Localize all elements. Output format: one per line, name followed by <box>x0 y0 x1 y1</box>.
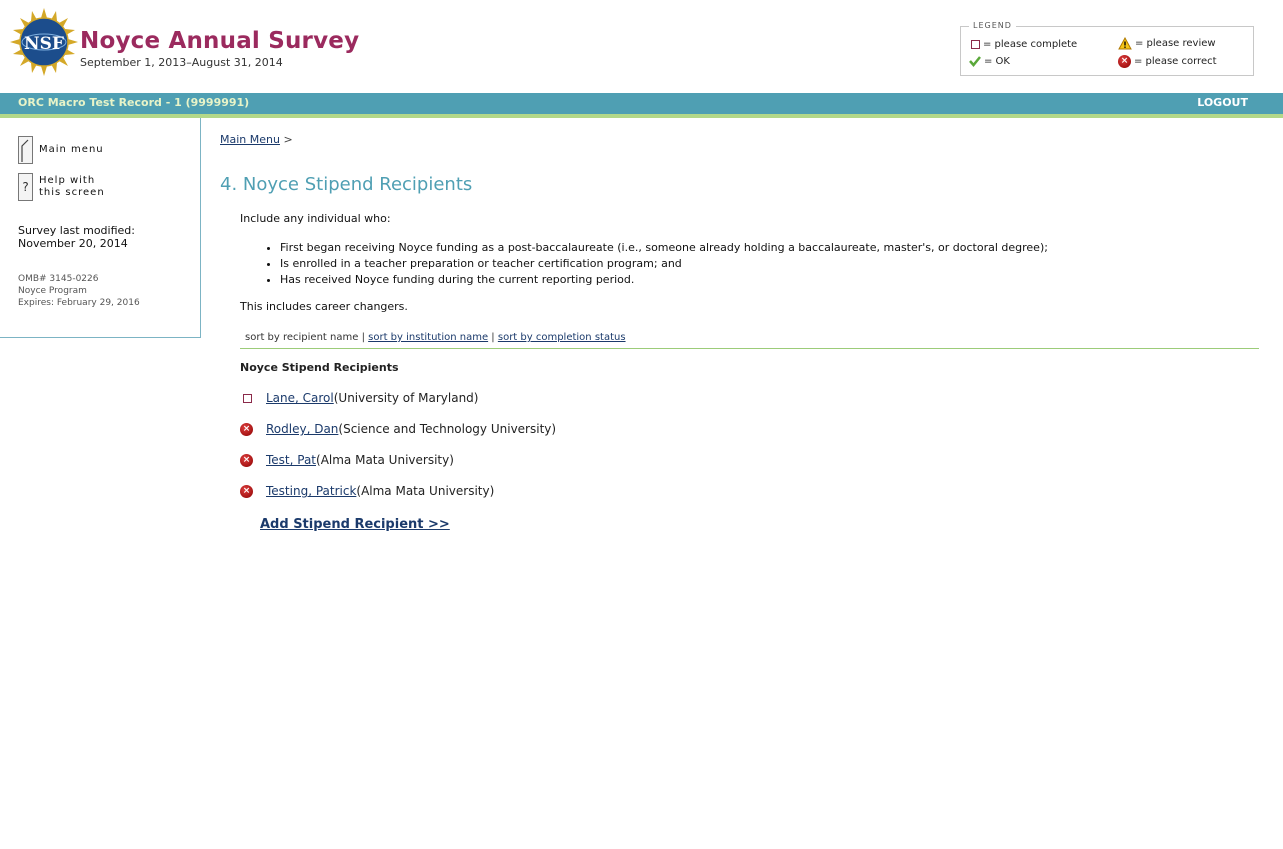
recipient-institution: (Science and Technology University) <box>338 422 557 436</box>
recipient-row <box>240 422 556 436</box>
sort-separator: | <box>491 332 495 343</box>
breadcrumb <box>220 133 293 146</box>
criteria-item: • Is enrolled in a teacher preparation or teacher certification program; and <box>280 256 1048 272</box>
status-cell <box>240 394 266 403</box>
legend-please-correct <box>1118 55 1217 68</box>
sort-by-institution-link[interactable]: sort by institution name <box>368 332 489 343</box>
breadcrumb-main-menu-link[interactable]: Main Menu <box>220 133 280 146</box>
status-cell <box>240 454 266 467</box>
error-x-icon: × <box>240 485 253 498</box>
recipient-institution: (University of Maryland) <box>333 391 479 405</box>
error-x-icon: × <box>1118 55 1131 68</box>
sidebar-help-link[interactable] <box>18 173 105 201</box>
omb-info <box>18 273 140 309</box>
recipients-heading: Noyce Stipend Recipients <box>240 361 399 374</box>
page-title: 4. Noyce Stipend Recipients <box>220 174 473 195</box>
legend-please-complete <box>971 39 1077 50</box>
help-label <box>39 173 105 199</box>
legend-label: = please correct <box>1134 56 1217 67</box>
sort-by-name-label: sort by recipient name <box>245 332 359 343</box>
error-x-icon: × <box>240 423 253 436</box>
survey-dates: September 1, 2013–August 31, 2014 <box>80 56 283 69</box>
recipient-row <box>240 484 494 498</box>
record-label: ORC Macro Test Record - 1 (9999991) <box>18 96 250 109</box>
svg-text:NSF: NSF <box>24 34 64 54</box>
main-menu-icon <box>18 136 33 164</box>
help-label-line1: Help with <box>39 175 96 186</box>
legend-title: LEGEND <box>969 21 1016 30</box>
legend-label: = please review <box>1135 38 1216 49</box>
intro-text: Include any individual who: <box>240 212 391 225</box>
program-name: Noyce Program <box>18 286 87 296</box>
recipient-link[interactable]: Rodley, Dan <box>266 422 339 436</box>
recipient-link[interactable]: Test, Pat <box>266 453 317 467</box>
career-changers-note: This includes career changers. <box>240 300 408 313</box>
sort-separator: | <box>361 332 365 343</box>
warning-icon <box>1118 37 1132 50</box>
breadcrumb-separator: > <box>283 133 293 146</box>
criteria-item: • Has received Noyce funding during the current reporting period. <box>280 272 1048 288</box>
sort-divider <box>240 348 1259 349</box>
recipient-link[interactable]: Lane, Carol <box>266 391 334 405</box>
status-cell <box>240 485 266 498</box>
recipient-institution: (Alma Mata University) <box>316 453 454 467</box>
status-cell <box>240 423 266 436</box>
recipient-row <box>240 453 454 467</box>
help-label-line2: this screen <box>39 187 105 198</box>
nsf-logo <box>10 8 78 76</box>
criteria-item: • First began receiving Noyce funding as a post-baccalaureate (i.e., someone already holding a baccalaureate, master's, or doctoral degree); <box>280 240 1048 256</box>
error-x-icon: × <box>240 454 253 467</box>
checkbox-empty-icon <box>243 394 252 403</box>
svg-text:?: ? <box>22 180 29 194</box>
recipient-row <box>240 391 478 405</box>
omb-number: OMB# 3145-0226 <box>18 274 99 284</box>
recipient-institution: (Alma Mata University) <box>356 484 495 498</box>
criteria-list <box>262 240 1048 288</box>
legend-label: = please complete <box>983 39 1078 50</box>
add-stipend-recipient-link[interactable]: Add Stipend Recipient >> <box>260 517 450 532</box>
expiration-date: Expires: February 29, 2016 <box>18 298 140 308</box>
checkbox-empty-icon <box>971 40 980 49</box>
modified-label: Survey last modified: <box>18 224 135 237</box>
legend <box>960 21 1254 76</box>
legend-label: = OK <box>984 55 1010 67</box>
legend-please-review <box>1118 37 1216 50</box>
checkmark-icon <box>969 55 981 67</box>
help-icon <box>18 173 33 201</box>
survey-modified <box>18 224 135 250</box>
recipient-link[interactable]: Testing, Patrick <box>266 484 357 498</box>
modified-date: November 20, 2014 <box>18 237 128 250</box>
sort-options <box>245 332 626 343</box>
logout-link[interactable]: LOGOUT <box>1197 96 1248 109</box>
sort-by-status-link[interactable]: sort by completion status <box>497 332 626 343</box>
app-title: Noyce Annual Survey <box>80 28 360 54</box>
sidebar-main-menu-link[interactable] <box>18 136 104 164</box>
legend-ok <box>969 55 1010 67</box>
main-menu-label: Main menu <box>39 144 104 155</box>
